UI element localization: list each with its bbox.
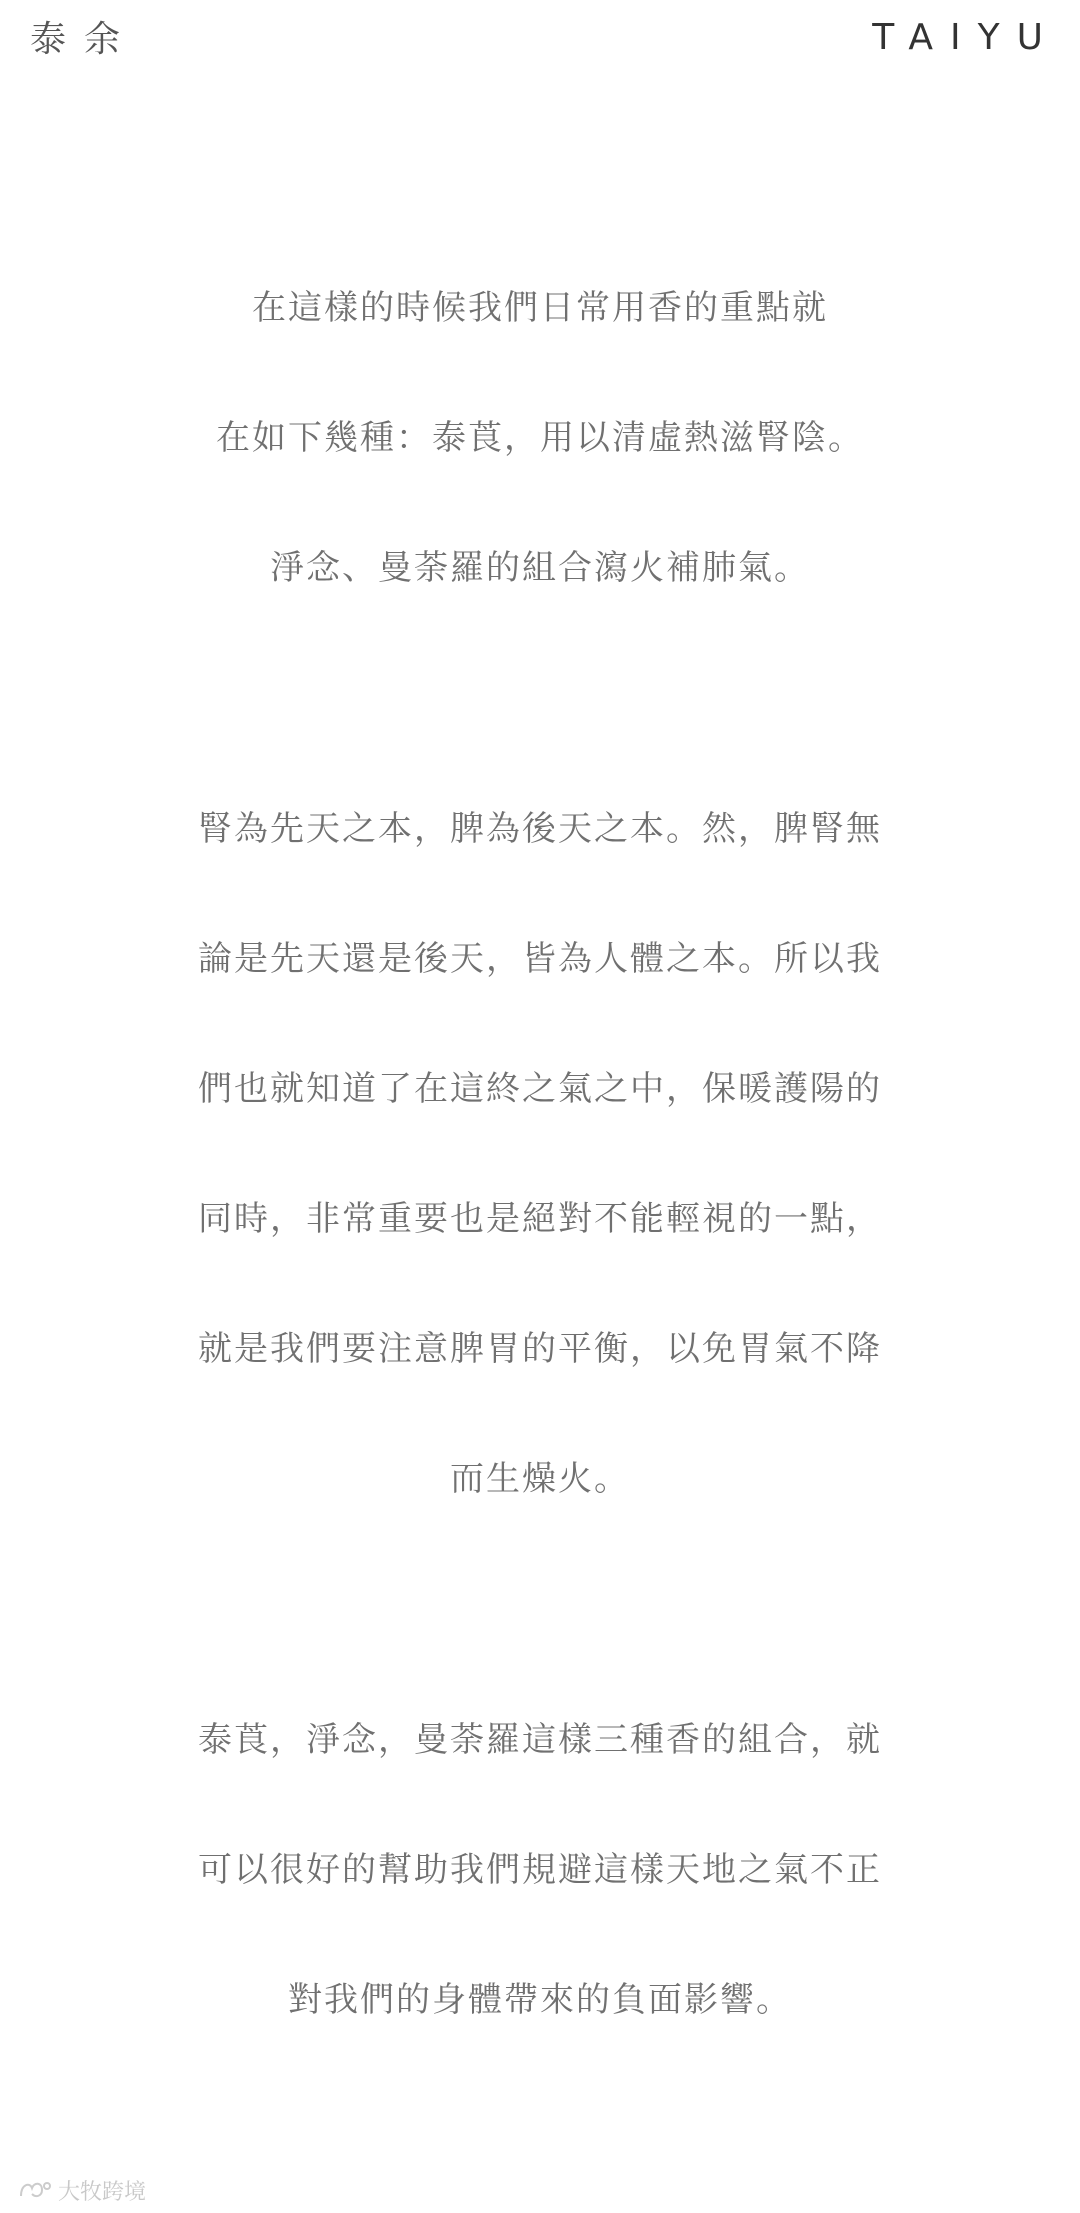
article-paragraph-3 [0,1675,1080,2065]
watermark [18,2178,146,2207]
text-line: 在這樣的時候我們日常用香的重點就 [252,288,828,328]
watermark-text: 大牧跨境 [58,2179,147,2205]
text-line: 腎為先天之本，脾為後天之本。然，脾腎無 [198,809,882,849]
text-line: 同時，非常重要也是絕對不能輕視的一點， [198,1199,882,1239]
text-line: 在如下幾種：泰莨，用以清虛熱滋腎陰。 [216,418,864,458]
text-line: 對我們的身體帶來的負面影響。 [288,1980,792,2020]
text-line: 而生燥火。 [450,1459,630,1499]
article-paragraph-2 [0,764,1080,1544]
text-line: 泰莨，淨念，曼荼羅這樣三種香的組合，就 [198,1720,882,1760]
header [0,0,1080,80]
article-paragraph-1 [0,243,1080,633]
brand-english-name: TAIYU [872,17,1060,58]
watermark-logo-icon [18,2178,52,2207]
brand-chinese-name: 泰余 [30,19,139,60]
text-line: 淨念、曼荼羅的組合瀉火補肺氣。 [270,548,810,588]
text-line: 就是我們要注意脾胃的平衡，以免胃氣不降 [198,1329,882,1369]
text-line: 可以很好的幫助我們規避這樣天地之氣不正 [198,1850,882,1890]
text-line: 們也就知道了在這終之氣之中，保暖護陽的 [198,1069,882,1109]
text-line: 論是先天還是後天，皆為人體之本。所以我 [198,939,882,979]
